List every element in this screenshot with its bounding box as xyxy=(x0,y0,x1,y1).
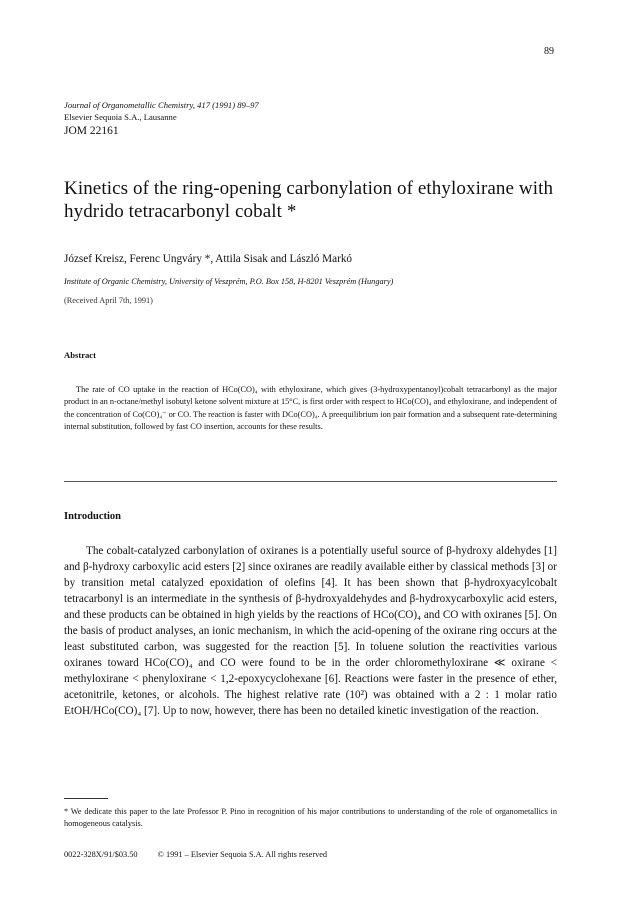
received-date: (Received April 7th, 1991) xyxy=(64,296,153,305)
paper-title: Kinetics of the ring-opening carbonylation of ethyloxirane with hydrido tetracarbonyl cobalt * xyxy=(64,178,554,222)
footer-copyright: © 1991 – Elsevier Sequoia S.A. All rights reserved xyxy=(157,850,328,859)
abstract-heading: Abstract xyxy=(64,350,96,360)
footnote-divider xyxy=(64,798,108,799)
page-footer xyxy=(64,850,345,859)
authors: József Kreisz, Ferenc Ungváry *, Attila Sisak and László Markó xyxy=(64,253,353,265)
journal-publisher: Elsevier Sequoia S.A., Lausanne xyxy=(64,112,177,122)
introduction-text: The cobalt-catalyzed carbonylation of oxiranes is a potentially useful source of β-hydroxy aldehydes [1] and β-hydroxy carboxylic acid esters [2] since oxiranes are readily available either by classical methods [3] or by transition metal catalyzed epoxidation of olefins [4]. It has been shown that β-hydroxyacylcobalt tetracarbonyl is an intermediate in the synthesis of β-hydroxyaldehydes and β-hydroxycarboxylic acid esters, and these products can be obtained in high yields by the reactions of HCo(CO)₄ and CO with oxiranes [5]. On the basis of product analyses, an ionic mechanism, in which the acid-opening of the oxirane ring occurs at the least substituted carbon, was suggested for the reaction [5]. In toluene solution the reactivities various oxiranes toward HCo(CO)₄ and CO were found to be in the order chloromethyloxirane ≪ oxirane < methyloxirane < phenyloxirane < 1,2-epoxycyclohexane [6]. Reactions were faster in the presence of ether, acetonitrile, ketones, or alcohols. The highest relative rate (10²) was obtained with a 2 : 1 molar ratio EtOH/HCo(CO)₄ [7]. Up to now, however, there has been no detailed kinetic investigation of the reaction. xyxy=(64,545,557,717)
affiliation: Institute of Organic Chemistry, University of Veszprém, P.O. Box 158, H-8201 Veszprém (Hungary) xyxy=(64,277,394,286)
footer-code: 0022-328X/91/$03.50 xyxy=(64,850,138,859)
journal-info xyxy=(64,99,259,123)
journal-code: JOM 22161 xyxy=(64,125,119,137)
journal-citation: Journal of Organometallic Chemistry, 417 (1991) 89–97 xyxy=(64,100,259,110)
section-divider xyxy=(64,481,557,482)
abstract-text: The rate of CO uptake in the reaction of HCo(CO)₄ with ethyloxirane, which gives (3-hydroxypentanoyl)cobalt tetracarbonyl as the major product in an n-octane/methyl isobutyl ketone solvent mixture at 15°C, is first order with respect to HCo(CO)₄ and ethyloxirane, and independent of the concentration of Co(CO)₄⁻ or CO. The reaction is faster with DCo(CO)₄. A preequilibrium ion pair formation and a subsequent rate-determining internal substitution, followed by fast CO insertion, accounts for these results. xyxy=(64,385,557,432)
footnote: * We dedicate this paper to the late Professor P. Pino in recognition of his major contributions to understanding of the role of organometallics in homogeneous catalysis. xyxy=(64,807,557,828)
introduction-heading: Introduction xyxy=(64,511,121,522)
page-number: 89 xyxy=(544,46,554,57)
